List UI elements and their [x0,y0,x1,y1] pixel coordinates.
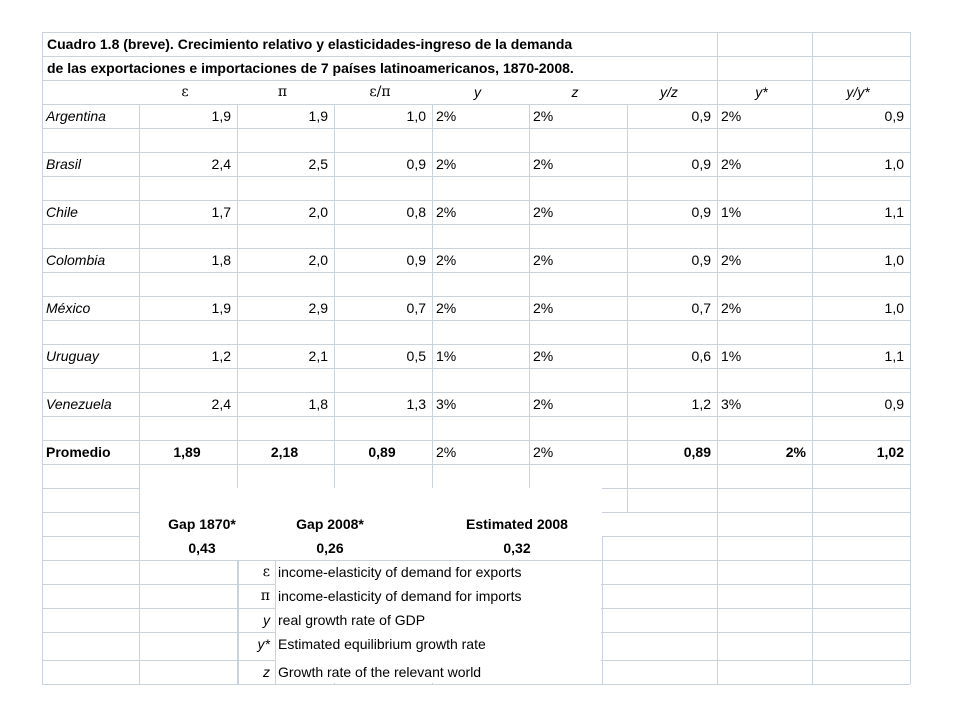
v-grid-line [334,104,335,512]
table-cell: 0,9 [691,204,711,220]
table-cell: 2% [533,396,554,412]
v-grid-line [717,32,718,684]
table-cell: 1,7 [211,204,231,220]
table-title-line2: de las exportaciones e importaciones de 7 países latinoamericanos, 1870-2008. [47,60,574,76]
column-header: z [571,84,579,100]
table-cell: 2% [533,108,554,124]
h-grid-line [42,368,910,369]
average-cell: 1,02 [876,444,904,460]
legend-symbol: y [263,612,270,628]
gap-value: 0,32 [503,540,531,556]
row-label: Uruguay [46,348,99,364]
table-cell: 2,4 [211,396,231,412]
table-cell: 2% [436,156,457,172]
table-cell: 1,0 [884,156,904,172]
h-grid-line [42,128,910,129]
table-cell: 2% [721,156,742,172]
table-cell: 0,9 [691,252,711,268]
table-cell: 0,9 [406,252,426,268]
v-grid-line [910,32,911,684]
column-header: ε/π [369,84,391,100]
table-cell: 0,7 [406,300,426,316]
average-cell: 2% [785,444,806,460]
average-cell: 2,18 [270,444,299,460]
table-cell: 1,0 [406,108,426,124]
table-cell: 0,5 [406,348,426,364]
table-cell: 1,0 [884,252,904,268]
v-grid-line [42,32,43,684]
table-cell: 1% [436,348,457,364]
legend-symbol: z [263,664,270,680]
table-cell: 1,8 [211,252,231,268]
table-cell: 1,1 [884,348,904,364]
legend-symbol: y* [257,636,270,652]
legend-text: Growth rate of the relevant world [278,664,482,680]
table-cell: 2% [436,108,457,124]
average-cell: 0,89 [683,444,711,460]
table-cell: 0,6 [691,348,711,364]
spreadsheet-table [42,32,910,684]
table-cell: 0,9 [884,396,904,412]
legend-symbol: ε [262,564,270,580]
table-cell: 2% [533,300,554,316]
table-cell: 1,9 [211,108,231,124]
table-cell: 2% [721,108,742,124]
table-cell: 2,5 [308,156,328,172]
h-grid-line [42,684,910,685]
table-cell: 2,4 [211,156,231,172]
h-grid-line [42,416,910,417]
table-cell: 1% [721,204,742,220]
row-label: Chile [46,204,78,220]
table-cell: 1,2 [691,396,711,412]
h-grid-line [42,176,910,177]
h-grid-line [42,272,910,273]
v-grid-line [529,104,530,512]
average-cell: 2% [533,444,554,460]
v-grid-line [432,104,433,512]
legend-text: Estimated equilibrium growth rate [278,636,486,652]
table-cell: 2% [533,348,554,364]
table-cell: 2% [436,300,457,316]
average-cell: 0,89 [368,444,396,460]
table-cell: 2% [533,156,554,172]
table-cell: 1,0 [884,300,904,316]
column-header: y* [755,84,768,100]
gap-label: Gap 2008* [296,516,364,532]
gap-label: Gap 1870* [168,516,236,532]
column-header: π [277,84,288,100]
table-cell: 2,0 [308,204,328,220]
table-cell: 0,9 [691,108,711,124]
table-cell: 0,8 [406,204,426,220]
table-cell: 2% [721,252,742,268]
row-label: Colombia [46,252,106,268]
table-cell: 1,1 [884,204,904,220]
table-cell: 2% [721,300,742,316]
table-cell: 2,1 [308,348,328,364]
table-cell: 1,3 [406,396,426,412]
table-cell: 0,9 [884,108,904,124]
table-cell: 1,8 [308,396,328,412]
legend-text: income-elasticity of demand for exports [278,564,522,580]
column-header: ε [181,84,189,100]
table-cell: 2% [436,204,457,220]
v-grid-line [237,104,238,512]
table-cell: 2% [533,252,554,268]
table-cell: 1,9 [211,300,231,316]
row-label: México [46,300,91,316]
legend-text: income-elasticity of demand for imports [278,588,522,604]
v-grid-line [812,32,813,684]
table-cell: 2% [533,204,554,220]
gap-label: Estimated 2008 [466,516,568,532]
h-grid-line [42,224,910,225]
column-header: y [474,84,481,100]
table-cell: 1% [721,348,742,364]
table-cell: 2,0 [308,252,328,268]
column-header: y/z [660,84,678,100]
column-header: y/y* [846,84,870,100]
table-title-line1: Cuadro 1.8 (breve). Crecimiento relativo y elasticidades-ingreso de la demanda [47,36,573,52]
row-label: Argentina [46,108,106,124]
gap-value: 0,26 [316,540,344,556]
table-cell: 3% [721,396,742,412]
average-label: Promedio [46,444,111,460]
v-grid-line [139,104,140,512]
row-label: Venezuela [46,396,112,412]
table-cell: 2,9 [308,300,328,316]
h-grid-line [42,320,910,321]
gap-value: 0,43 [188,540,216,556]
table-cell: 1,9 [308,108,328,124]
table-cell: 1,2 [211,348,231,364]
table-cell: 0,9 [691,156,711,172]
legend-symbol: π [260,588,270,604]
average-cell: 1,89 [173,444,201,460]
v-grid-line [627,104,628,512]
legend-text: real growth rate of GDP [278,612,426,628]
table-cell: 3% [436,396,457,412]
h-grid-line [42,464,910,465]
table-cell: 0,7 [691,300,711,316]
average-cell: 2% [436,444,457,460]
table-cell: 2% [436,252,457,268]
row-label: Brasil [46,156,82,172]
table-cell: 0,9 [406,156,426,172]
